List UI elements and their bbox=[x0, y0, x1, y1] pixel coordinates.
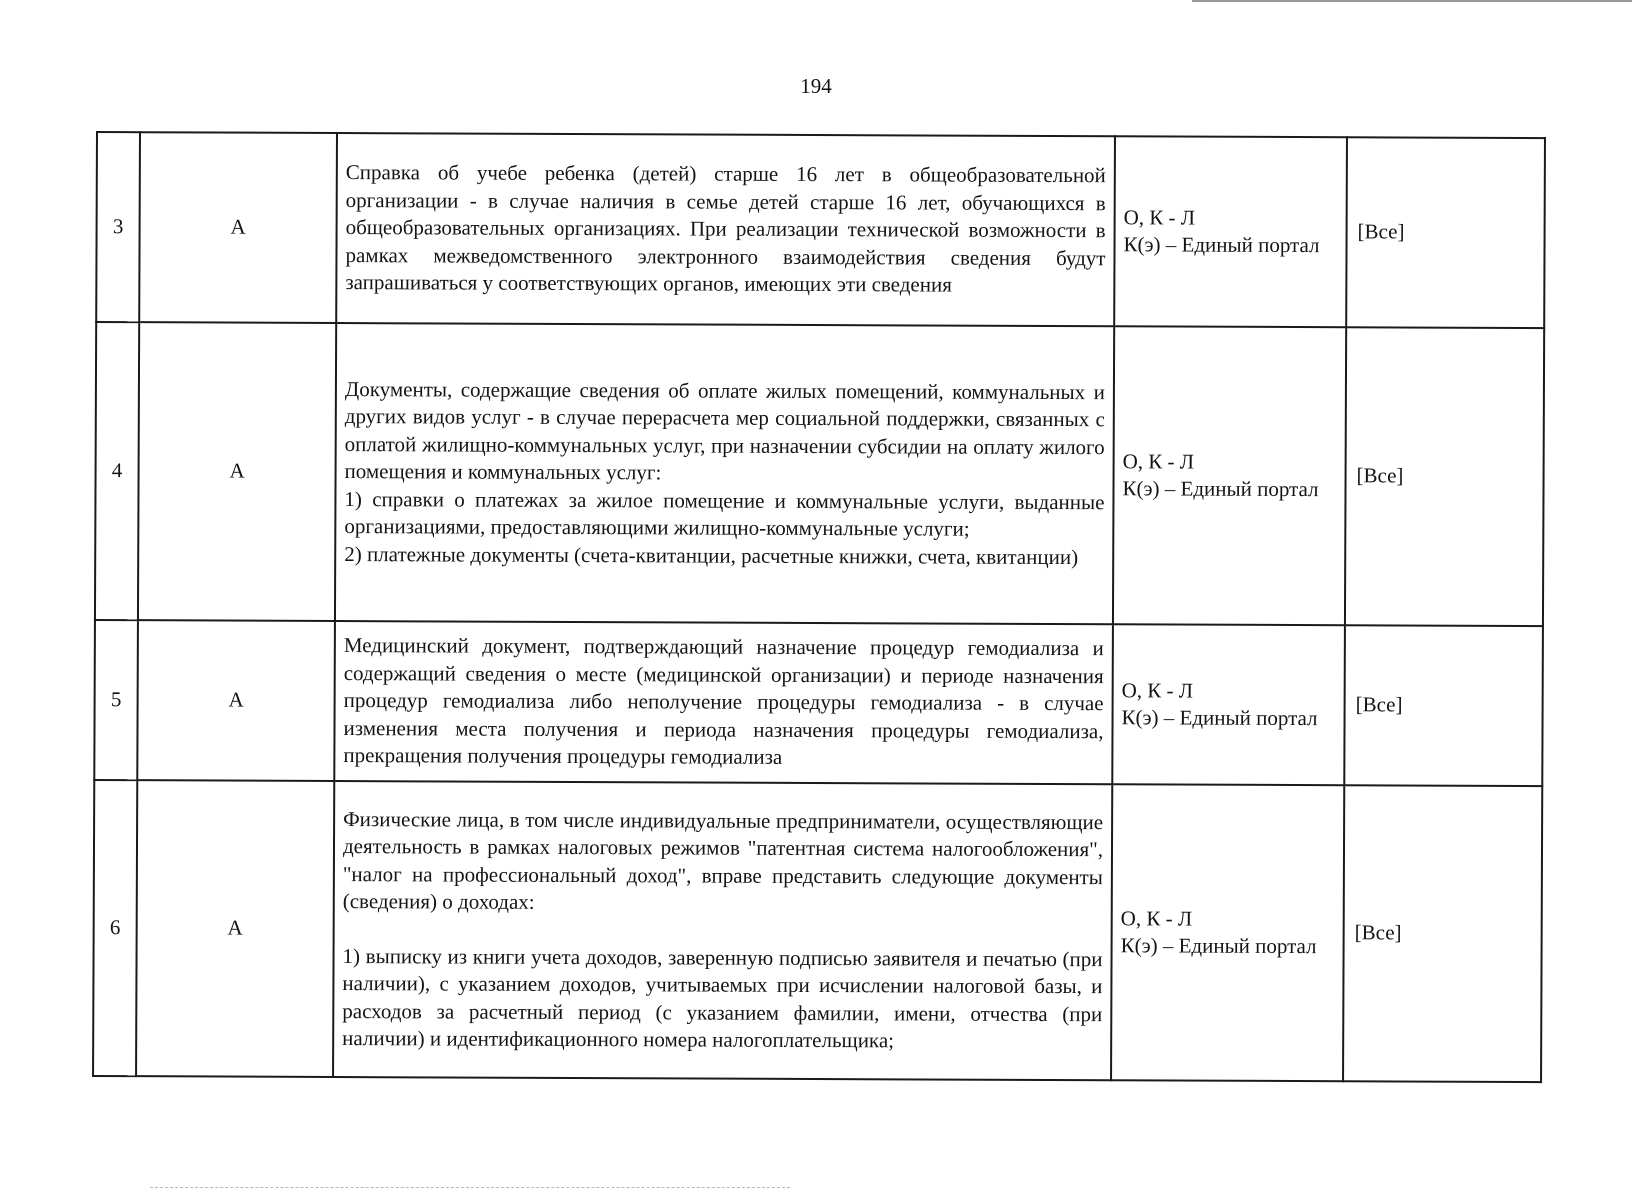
method-line: О, К - Л bbox=[1120, 905, 1193, 931]
table-row bbox=[94, 620, 1543, 786]
table-row bbox=[96, 132, 1545, 328]
row-description bbox=[333, 781, 1112, 1080]
description-paragraph: 2) платежные документы (счета-квитанции, расчетные книжки, счета, квитанции) bbox=[344, 541, 1079, 569]
table-row bbox=[93, 780, 1542, 1082]
row-submission-method bbox=[1111, 784, 1344, 1081]
row-category: А bbox=[137, 620, 335, 781]
documents-table bbox=[92, 131, 1546, 1083]
row-recipients: [Все] bbox=[1343, 785, 1542, 1082]
description-paragraph: 1) справки о платежах за жилое помещение и коммунальные услуги, выданные организациями, предоставляющими жилищно-коммунальные услуги; bbox=[344, 486, 1105, 541]
description-paragraph: Справка об учебе ребенка (детей) старше 16 лет в общеобразовательной организации - в случае наличия в семье детей старше 16 лет, обучающихся в общеобразовательных организациях. При реализации технической возможности в рамках межведомственного электронного взаимодействия сведения будут запрашиваться у соответствующих органов, имеющих эти сведения bbox=[345, 160, 1106, 297]
method-line: К(э) – Единый портал bbox=[1121, 705, 1318, 731]
scan-edge-top bbox=[1192, 0, 1632, 2]
row-description bbox=[335, 323, 1114, 624]
row-submission-method bbox=[1114, 136, 1347, 327]
row-description bbox=[336, 133, 1115, 326]
row-category: А bbox=[138, 322, 336, 621]
row-submission-method bbox=[1113, 326, 1346, 625]
row-number: 4 bbox=[95, 322, 139, 620]
description-paragraph: Физические лица, в том числе индивидуальные предприниматели, осуществляющие деятельность в рамках налоговых режимов "патентная система налогообложения", "налог на профессиональный доход", вправе представить следующие документы (сведения) о доходах: bbox=[342, 806, 1104, 914]
row-recipients: [Все] bbox=[1346, 137, 1545, 328]
method-line: К(э) – Единый портал bbox=[1120, 933, 1317, 959]
row-recipients: [Все] bbox=[1345, 327, 1544, 626]
row-number: 5 bbox=[94, 620, 138, 780]
scan-edge-bottom bbox=[150, 1187, 790, 1189]
method-line: К(э) – Единый портал bbox=[1123, 232, 1320, 258]
row-category: А bbox=[139, 132, 337, 323]
method-line: О, К - Л bbox=[1122, 448, 1195, 474]
method-line: О, К - Л bbox=[1121, 677, 1194, 703]
method-line: О, К - Л bbox=[1123, 204, 1196, 230]
description-paragraph: Медицинский документ, подтверждающий назначение процедур гемодиализа и содержащий сведения о месте (медицинской организации) и периоде назначения процедур гемодиализа либо неполучение процедуры гемодиализа - в случае изменения места получения и периода назначения процедуры гемодиализа, прекращения получения процедуры гемодиализа bbox=[343, 633, 1104, 770]
method-line: К(э) – Единый портал bbox=[1122, 476, 1319, 502]
page-number: 194 bbox=[800, 74, 832, 98]
row-recipients: [Все] bbox=[1344, 625, 1543, 786]
description-paragraph: 1) выписку из книги учета доходов, заверенную подписью заявителя и печатью (при наличии), с указанием доходов, учитываемых при исчислении налоговой базы, и расходов за расчетный период (с указанием фамилии, имени, отчества (при наличии) и идентификационного номера налогоплательщика; bbox=[342, 943, 1103, 1053]
row-category: А bbox=[136, 780, 334, 1077]
paragraph-spacer bbox=[343, 916, 1103, 946]
description-paragraph: Документы, содержащие сведения об оплате жилых помещений, коммунальных и других видов услуг - в случае перерасчета мер социальной поддержки, связанных с оплатой жилищно-коммунальных услуг, при назначении субсидии на оплату жилого помещения и коммунальных услуг: bbox=[344, 376, 1105, 485]
row-number: 3 bbox=[96, 132, 140, 322]
table-row bbox=[95, 322, 1544, 626]
row-submission-method bbox=[1112, 624, 1345, 785]
row-description bbox=[334, 621, 1113, 784]
row-number: 6 bbox=[93, 780, 137, 1076]
